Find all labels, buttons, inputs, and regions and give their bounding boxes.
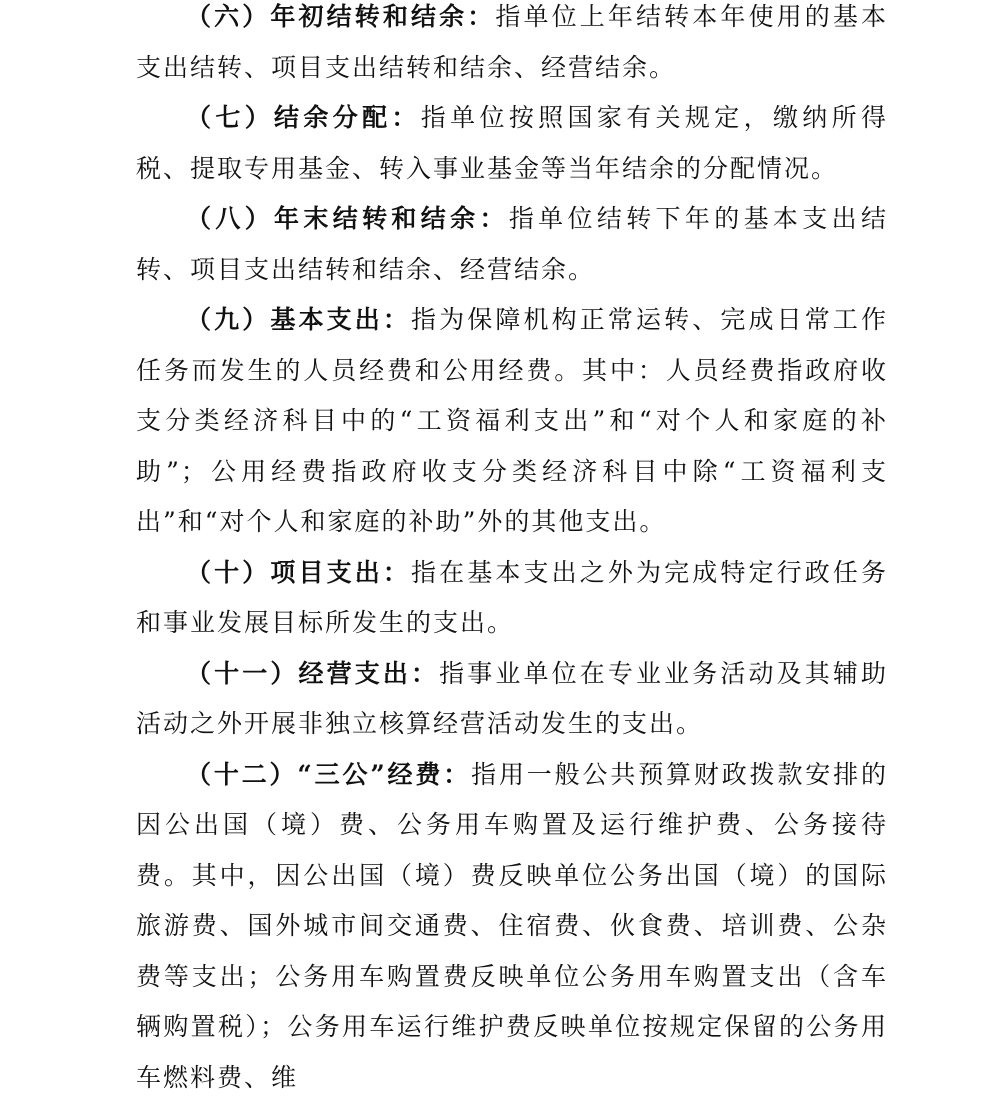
document-body bbox=[136, 0, 888, 1103]
term-definition: 指事业单位在专业业务活动及其辅助活动之外开展非独立核算经营活动发生的支出。 bbox=[136, 659, 888, 739]
paragraph-item-6 bbox=[136, 0, 888, 93]
term-heading: （十一）经营支出： bbox=[186, 659, 439, 688]
term-heading: （九）基本支出： bbox=[186, 305, 411, 334]
term-definition: 指用一般公共预算财政拨款安排的因公出国（境）费、公务用车购置及运行维护费、公务接待费。其中，因公出国（境）费反映单位公务出国（境）的国际旅游费、国外城市间交通费、住宿费、伙食费、培训费、公杂费等支出；公务用车购置费反映单位公务用车购置支出（含车辆购置税）；公务用车运行维护费反映单位按规定保留的公务用车燃料费、维 bbox=[136, 760, 888, 1092]
term-heading: （六）年初结转和结余： bbox=[186, 2, 495, 31]
paragraph-item-10 bbox=[136, 548, 888, 649]
paragraph-item-9 bbox=[136, 295, 888, 548]
term-definition: 指单位上年结转本年使用的基本支出结转、项目支出结转和结余、经营结余。 bbox=[136, 2, 888, 82]
term-heading: （八）年末结转和结余： bbox=[186, 204, 509, 233]
term-definition: 指为保障机构正常运转、完成日常工作任务而发生的人员经费和公用经费。其中：人员经费指政府收支分类经济科目中的“工资福利支出”和“对个人和家庭的补助”；公用经费指政府收支分类经济科目中除“工资福利支出”和“对个人和家庭的补助”外的其他支出。 bbox=[136, 305, 888, 536]
paragraph-item-12 bbox=[136, 750, 888, 1103]
term-definition: 指单位按照国家有关规定，缴纳所得税、提取专用基金、转入事业基金等当年结余的分配情况。 bbox=[136, 103, 888, 183]
paragraph-item-8 bbox=[136, 194, 888, 295]
term-heading: （十二）“三公”经费： bbox=[186, 760, 471, 789]
term-definition: 指在基本支出之外为完成特定行政任务和事业发展目标所发生的支出。 bbox=[136, 558, 888, 638]
term-definition: 指单位结转下年的基本支出结转、项目支出结转和结余、经营结余。 bbox=[136, 204, 888, 284]
term-heading: （十）项目支出： bbox=[186, 558, 411, 587]
paragraph-item-7 bbox=[136, 93, 888, 194]
term-heading: （七）结余分配： bbox=[186, 103, 421, 132]
paragraph-item-11 bbox=[136, 649, 888, 750]
